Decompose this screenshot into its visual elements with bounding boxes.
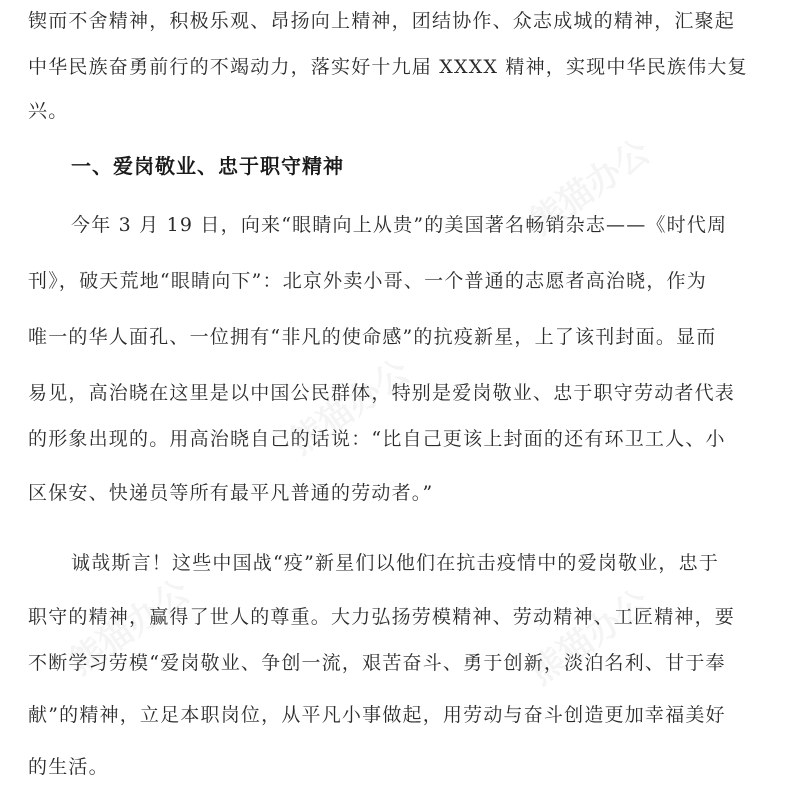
text-line: 易见，高治晓在这里是以中国公民群体，特别是爱岗敬业、忠于职守劳动者代表	[28, 382, 736, 404]
text-line: 今年 3 月 19 日，向来“眼睛向上从贵”的美国著名畅销杂志——《时代周	[71, 214, 728, 236]
section-heading: 一、爱岗敬业、忠于职守精神	[71, 154, 344, 178]
text-line: 锲而不舍精神，积极乐观、昂扬向上精神，团结协作、众志成城的精神，汇聚起	[28, 10, 736, 32]
watermark: 熊猫办公	[522, 581, 658, 693]
watermark: 熊猫办公	[62, 571, 198, 683]
text-line: 的形象出现的。用高治晓自己的话说：“比自己更该上封面的还有环卫工人、小	[28, 428, 726, 450]
text-line: 职守的精神，赢得了世人的尊重。大力弘扬劳模精神、劳动精神、工匠精神，要	[28, 606, 736, 628]
watermark: 熊猫办公	[522, 131, 658, 243]
text-line: 中华民族奋勇前行的不竭动力，落实好十九届 XXXX 精神，实现中华民族伟大复	[28, 56, 748, 78]
text-line: 区保安、快递员等所有最平凡普通的劳动者。”	[28, 482, 434, 504]
text-line: 唯一的华人面孔、一位拥有“非凡的使命感”的抗疫新星，上了该刊封面。显而	[28, 326, 717, 348]
watermark: 熊猫办公	[282, 351, 418, 463]
text-line: 刊》，破天荒地“眼睛向下”：北京外卖小哥、一个普通的志愿者高治晓，作为	[28, 270, 707, 292]
text-line: 的生活。	[28, 756, 109, 778]
text-line: 献”的精神，立足本职岗位，从平凡小事做起，用劳动与奋斗创造更加幸福美好	[28, 704, 726, 726]
text-line: 诚哉斯言！这些中国战“疫”新星们以他们在抗击疫情中的爱岗敬业，忠于	[71, 552, 720, 574]
text-line: 兴。	[28, 100, 69, 122]
text-line: 不断学习劳模“爱岗敬业、争创一流，艰苦奋斗、勇于创新，淡泊名利、甘于奉	[28, 652, 726, 674]
